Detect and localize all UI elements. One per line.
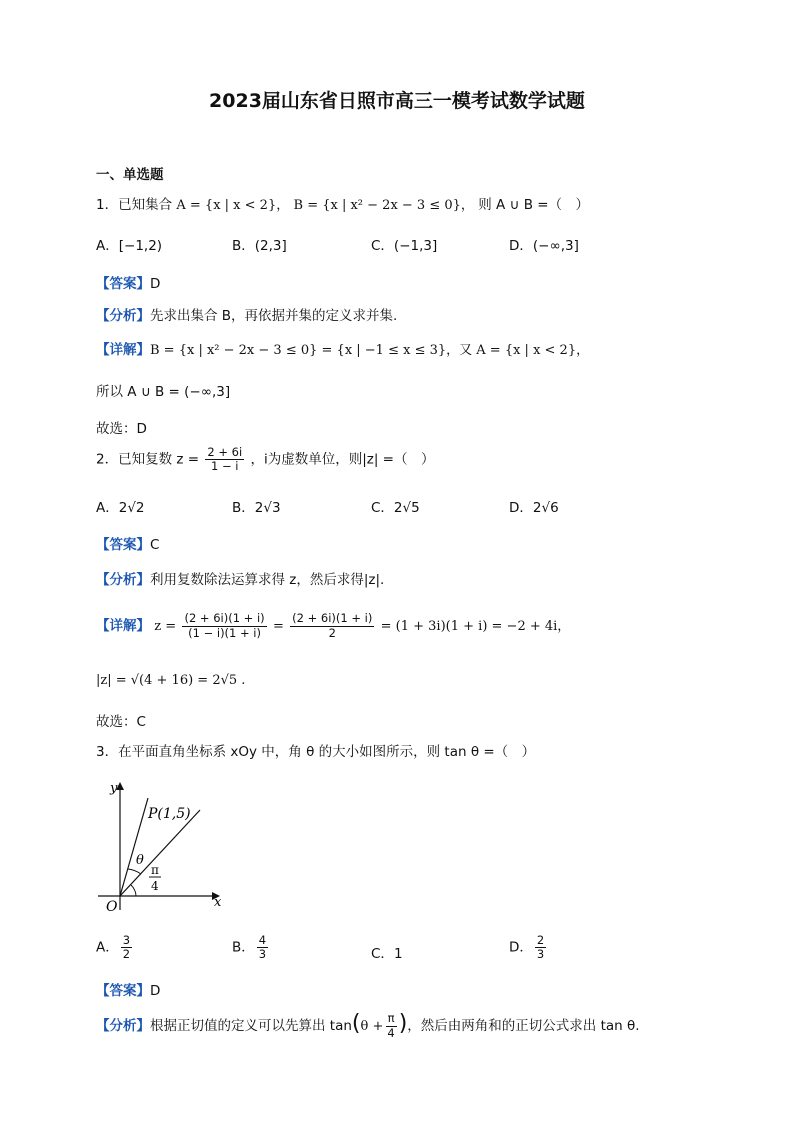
q3-option-a [96,934,134,961]
q3-analysis-four: 4 [387,1025,395,1040]
q1-set-a: A = {x | x < 2}， [176,198,290,213]
q3-origin-label: O [106,899,118,915]
q2-choice: 故选：C [96,714,146,730]
q2-option-a: A．2√2 [96,500,145,516]
q1-analysis [96,304,397,324]
q2-detail-tag: 【详解】 [96,618,150,634]
q2-answer [96,533,159,553]
q2-stem [96,446,435,473]
q3-option-c-letter: C． [371,946,394,962]
q2-detail-z: z = [154,619,177,634]
q1-detail [96,338,589,358]
q1-answer [96,272,160,292]
q3-analysis-pi: π [387,1011,395,1026]
q3-pi4-arc [131,885,136,896]
q1-answer-value: D [150,276,161,292]
q3-option-b [232,934,270,961]
page-title: 2023届山东省日照市高三一模考试数学试题 [209,90,585,112]
q3-pi-label: π [151,863,159,877]
q3-analysis-paren-left: ( [351,1011,361,1036]
q3-analysis-theta: θ + [360,1019,384,1034]
q2-detail [96,608,570,645]
q1-stem [96,193,589,213]
q3-theta-arc [128,869,141,874]
q3-option-d-letter: D． [509,939,533,956]
q2-detail-fraction-2-denominator: 2 [328,625,336,640]
q2-analysis-tag: 【分析】 [96,572,150,588]
q1-detail-union: 所以 A ∪ B = (−∞,3] [96,384,231,400]
q3-option-b-letter: B． [232,939,255,956]
q3-analysis-pre: 根据正切值的定义可以先算出 tan [150,1018,352,1034]
q3-option-b-numerator: 4 [258,933,267,947]
q3-option-a-letter: A． [96,939,119,956]
q2-stem-prefix: 2．已知复数 z = [96,451,200,468]
q3-x-label: x [214,895,222,910]
q1-set-b: B = {x | x² − 2x − 3 ≤ 0}， [293,198,474,213]
q2-fraction-numerator: 2 + 6i [207,445,243,459]
q3-option-d [509,934,548,961]
q2-option-b: B．2√3 [232,500,281,516]
q1-stem-prefix: 1．已知集合 [96,197,173,213]
q2-detail-fraction-1 [182,612,266,639]
q2-detail-fraction-2 [290,612,374,639]
q3-option-b-denominator: 3 [258,947,267,962]
q2-detail-equals: = [272,619,284,634]
section-heading: 一、单选题 [96,167,164,183]
q2-analysis [96,568,384,588]
q1-detail-text: B = {x | x² − 2x − 3 ≤ 0} = {x | −1 ≤ x ≤ 3}，又 A = {x | x < 2}， [150,343,590,358]
q1-choice: 故选：D [96,421,147,437]
q1-option-b: B．(2,3] [232,238,287,254]
q3-analysis-paren-right: ) [398,1011,408,1036]
q3-option-a-numerator: 3 [122,933,131,947]
q1-answer-tag: 【答案】 [96,276,150,292]
q3-analysis-post: ，然后由两角和的正切公式求出 tan θ. [407,1018,640,1034]
q2-option-c: C．2√5 [371,500,420,516]
q3-option-d-fraction [535,934,546,961]
q2-answer-tag: 【答案】 [96,537,150,553]
q2-option-d: D．2√6 [509,500,559,516]
q3-analysis-tag: 【分析】 [96,1018,150,1034]
q3-figure [92,778,242,918]
q2-stem-suffix: ，i为虚数单位，则|z| =（ ） [250,451,435,468]
q3-y-label: y [110,781,118,796]
q3-option-c [371,942,403,962]
q3-answer-tag: 【答案】 [96,983,150,999]
q2-analysis-text: 利用复数除法运算求得 z，然后求得|z|. [150,572,385,588]
q3-option-d-numerator: 2 [536,933,545,947]
q3-answer [96,979,160,999]
q1-option-a: A．[−1,2) [96,238,163,254]
q3-answer-value: D [150,983,161,999]
q2-detail-modulus: |z| = √(4 + 16) = 2√5 . [96,673,246,688]
q1-analysis-text: 先求出集合 B，再依据并集的定义求并集. [150,308,398,324]
q1-option-d: D．(−∞,3] [509,238,579,254]
q3-analysis-fraction [385,1012,396,1039]
q3-four-label: 4 [151,879,159,893]
q3-stem: 3．在平面直角坐标系 xOy 中，角 θ 的大小如图所示，则 tan θ =（ ） [96,744,536,760]
q3-option-b-fraction [257,934,268,961]
q2-fraction [205,446,244,473]
q2-detail-tail: = (1 + 3i)(1 + i) = −2 + 4i， [380,619,571,634]
q1-stem-suffix: 则 A ∪ B =（ ） [478,197,590,213]
q3-option-d-denominator: 3 [536,947,545,962]
q2-detail-fraction-2-numerator: (2 + 6i)(1 + i) [292,611,373,626]
q1-detail-tag: 【详解】 [96,342,150,358]
q2-answer-value: C [150,537,160,553]
q2-fraction-denominator: 1 − i [211,459,239,474]
q1-analysis-tag: 【分析】 [96,308,150,324]
q3-option-a-denominator: 2 [122,947,131,962]
q2-detail-fraction-1-numerator: (2 + 6i)(1 + i) [184,611,265,626]
q3-theta-label: θ [136,853,144,868]
q3-point-label: P(1,5) [148,806,191,822]
q3-analysis [96,1008,640,1043]
q3-option-c-value: 1 [393,946,403,962]
q2-detail-fraction-1-denominator: (1 − i)(1 + i) [188,625,261,640]
q3-option-a-fraction [121,934,132,961]
q1-option-c: C．(−1,3] [371,238,438,254]
